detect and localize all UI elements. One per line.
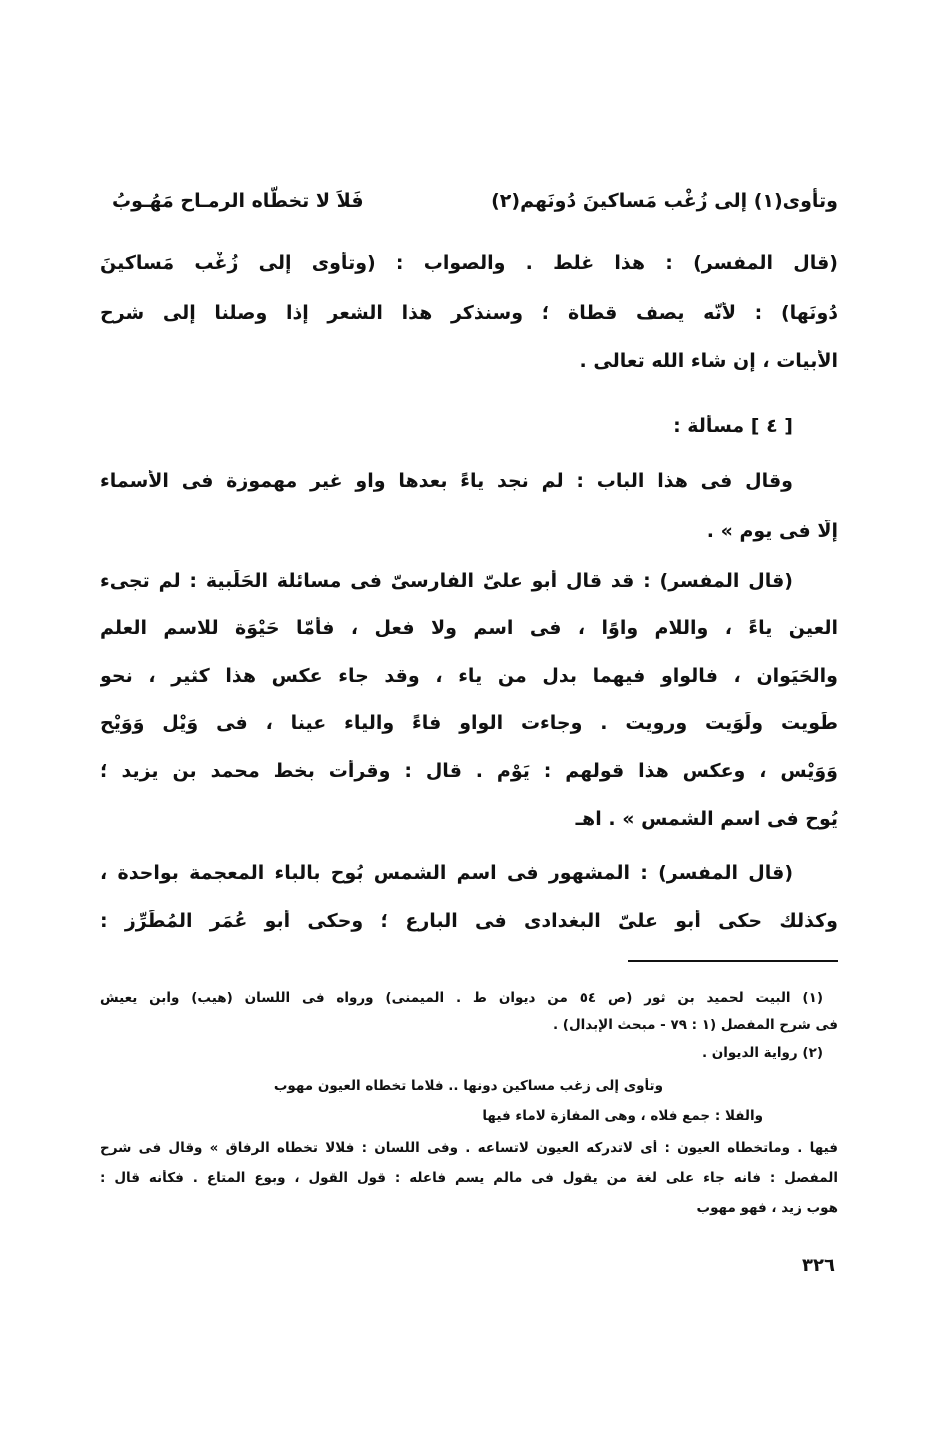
footnote-1-line-2: فى شرح المفصل (١ : ٧٩ - مبحث الإبدال) . [552, 1017, 838, 1033]
footnote-2: (٢) رواية الديوان . [701, 1045, 823, 1061]
footnote-note-line-1: فيها . وماتخطاه العيون : أى لاتدركه العيون لاتساعه . وفى اللسان : فلالا تخطاه الرفاق » وقال فى شرح [100, 1140, 838, 1156]
verse-first-hemistich: وتأوى(١) إلى زُغْب مَساكينَ دُونَهم(٢) [491, 190, 838, 212]
body-line-12: يُوح فى اسم الشمس » . اهـ [575, 808, 838, 830]
body-line-9: والحَيَوان ، فالواو فيهما بدل من ياء ، وقد جاء عكس هذا كثير ، نحو [100, 665, 838, 687]
body-line-14: وكذلك حكى أبو علىّ البغدادى فى البارع ؛ وحكى أبو عُمَر المُطَرِّز : [100, 910, 838, 932]
body-line-11: وَوَيْس ، وعكس هذا قولهم : يَوْم . قال : وقرأت بخط محمد بن يزيد ؛ [100, 760, 838, 782]
body-line-13: (قال المفسر) : المشهور فى اسم الشمس بُوح بالباء المعجمة بواحدة ، [100, 862, 793, 884]
body-line-1: (قال المفسر) : هذا غلط . والصواب : (وتأوى إلى زُغْب مَساكينَ [100, 252, 838, 274]
footnote-gloss: والفلا : جمع فلاه ، وهى المفازة لاماء فيها [482, 1108, 763, 1124]
footnote-note-line-3: هوب زيد ، فهو مهوب [696, 1200, 838, 1216]
footnote-1-line-1: (١) البيت لحميد بن ثور (ص ٥٤ من ديوان ط . الميمنى) ورواه فى اللسان (هيب) وابن يعيش [100, 990, 823, 1006]
body-line-3: الأبيات ، إن شاء الله تعالى . [579, 350, 838, 372]
section-heading: [ ٤ ] مسألة : [673, 415, 793, 437]
page-number: ٣٢٦ [802, 1255, 835, 1276]
body-line-7: (قال المفسر) : قد قال أبو علىّ الفارسىّ فى مسائلة الحَلَبية : لم تجىء [100, 570, 793, 592]
footnote-separator [628, 960, 838, 962]
body-line-2: دُونَها) : لأنّه يصف قطاة ؛ وسنذكر هذا الشعر إذا وصلنا إلى شرح [100, 302, 838, 324]
footnote-note-line-2: المفصل : فانه جاء على لغة من يقول فى مالم يسم فاعله : قول القول ، وبوع المتاع . فكأنه قال : [100, 1170, 838, 1186]
footnote-verse: وتأوى إلى زغب مساكين دونها .. فلاما تخطاه العيون مهوب [273, 1078, 663, 1094]
body-line-10: طَويت ولَوَيت ورويت . وجاءت الواو فاءً والياء عينا ، فى وَيْل وَوَيْح [100, 712, 838, 734]
body-line-6: إلّا فى يوم » . [706, 520, 838, 542]
body-line-5: وقال فى هذا الباب : لم نجد ياءً بعدها واو غير مهموزة فى الأسماء [100, 470, 793, 492]
body-line-8: العين ياءً ، واللام واوًا ، فى اسم ولا فعل ، فأمّا حَيْوَة للاسم العلم [100, 617, 838, 639]
verse-second-hemistich: فَلاَ لا تخطّاه الرمـاح مَهُـوبُ [112, 190, 364, 212]
